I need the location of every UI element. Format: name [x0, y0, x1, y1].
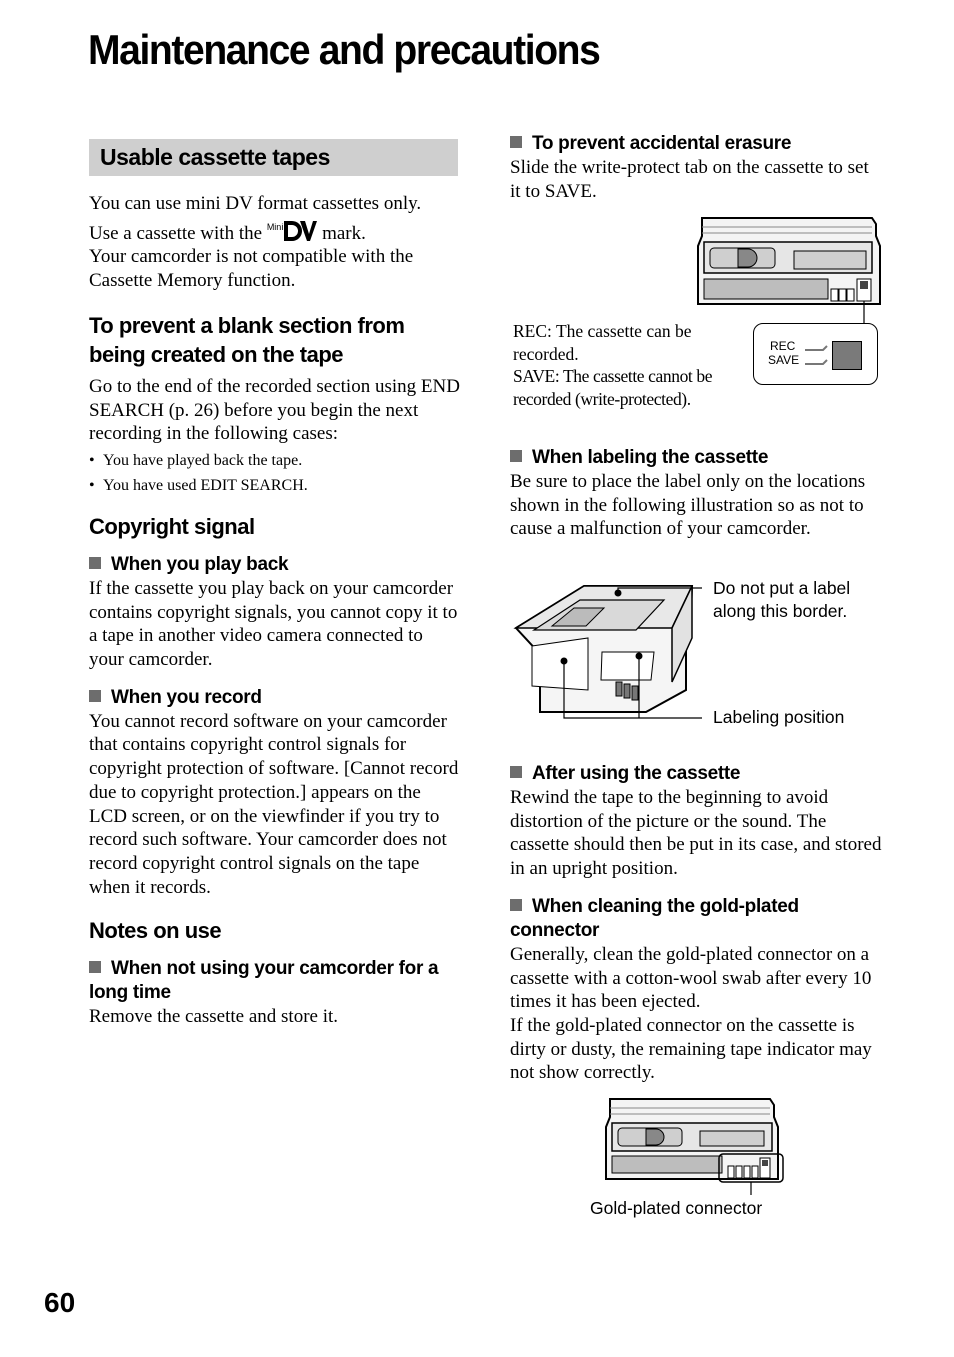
cassette-connector-illustration — [602, 1096, 788, 1196]
erasure-body: Slide the write-protect tab on the cassette to set it to SAVE. — [510, 157, 869, 202]
cleaning-body-2: If the gold-plated connector on the cassette is dirty or dusty, the remaining tape indicator may not show correctly. — [510, 1014, 872, 1084]
subheading-play-back-label: When you play back — [111, 553, 289, 575]
square-bullet-icon — [89, 557, 101, 569]
square-bullet-icon — [510, 450, 522, 462]
after-cleaning-section — [510, 762, 882, 1085]
intro-line-2-post: mark. — [322, 222, 366, 244]
label-border-note: Do not put a label along this border. — [713, 578, 851, 621]
labeling-body: Be sure to place the label only on the locations shown in the following illustration so as not to cause a malfunction of your camcorder. — [510, 471, 866, 540]
labeling-position-label: Labeling position — [713, 707, 845, 727]
cassette-write-protect-illustration — [694, 215, 884, 325]
subheading-record-label: When you record — [111, 686, 262, 708]
list-item: • You have played back the tape. — [89, 448, 461, 473]
page-number: 60 — [44, 1287, 76, 1318]
gold-connector-label: Gold-plated connector — [590, 1198, 763, 1218]
mini-text: Mini — [266, 221, 284, 232]
intro-line-1: You can use mini DV format cassettes only. — [89, 193, 422, 214]
cleaning-body-1: Generally, clean the gold-plated connector on a cassette with a cotton-wool swab after every 10 times it has been ejected. — [510, 943, 872, 1013]
subheading-labeling — [510, 446, 882, 470]
subheading-after-using — [510, 762, 882, 786]
subheading-erasure — [510, 132, 882, 156]
intro-line-2 — [89, 216, 461, 246]
intro-line-2-pre: Use a cassette with the — [89, 222, 263, 244]
record-body: You cannot record software on your camcorder that contains copyright control signals for copyright protection of software. [Cannot record due to copyright protection.] appears on the LCD screen, or on the viewfinder if you try to record such software. Your camcorder does not record copyright control signals on the tape when it records. — [89, 710, 459, 898]
subheading-not-using-label: When not using your camcorder for a long time — [89, 958, 439, 1004]
right-column — [510, 132, 882, 203]
subheading-not-using — [89, 957, 461, 1005]
square-bullet-icon — [510, 899, 522, 911]
intro-paragraph — [89, 192, 461, 293]
subheading-after-using-label: After using the cassette — [532, 763, 741, 784]
heading-notes-on-use: Notes on use — [89, 918, 222, 944]
rec-description: REC: The cassette can be recorded. — [513, 321, 692, 364]
after-using-body: Rewind the tape to the beginning to avoid distortion of the picture or the sound. The cassette should then be put in its case, and stored in an upright position. — [510, 787, 882, 880]
heading-blank-section: To prevent a blank section from being created on the tape — [89, 312, 405, 367]
arrow-icon — [803, 344, 831, 368]
section-heading-usable-tapes: Usable cassette tapes — [89, 139, 458, 176]
blank-section-body: Go to the end of the recorded section using END SEARCH (p. 26) before you begin the next recording in the following cases: — [89, 375, 460, 445]
write-protect-tab-detail — [753, 323, 878, 385]
subheading-cleaning — [510, 895, 882, 943]
save-description: SAVE: The cassette cannot be recorded (write-protected). — [513, 366, 713, 409]
list-item: • You have used EDIT SEARCH. — [89, 473, 461, 498]
square-bullet-icon — [510, 136, 522, 148]
play-back-body: If the cassette you play back on your camcorder contains copyright signals, you cannot copy it to a tape in another video camera connected to your camcorder. — [89, 577, 458, 671]
cassette-labeling-illustration — [512, 580, 712, 725]
intro-line-3: Your camcorder is not compatible with the Cassette Memory function. — [89, 246, 414, 292]
square-bullet-icon — [89, 961, 101, 973]
square-bullet-icon — [510, 766, 522, 778]
subheading-record — [89, 686, 461, 710]
subheading-play-back — [89, 553, 461, 577]
subheading-labeling-label: When labeling the cassette — [532, 447, 769, 468]
tab-rec-label: REC — [770, 339, 796, 353]
not-using-body: Remove the cassette and store it. — [89, 1006, 339, 1028]
write-protect-tab-icon — [832, 341, 862, 370]
page-title: Maintenance and precautions — [88, 26, 600, 73]
labeling-section — [510, 446, 882, 541]
subheading-cleaning-label: When cleaning the gold-plated connector — [510, 895, 799, 941]
mini-dv-logo-icon — [283, 220, 317, 242]
heading-copyright-signal: Copyright signal — [89, 513, 255, 539]
left-column — [89, 139, 461, 1029]
subheading-erasure-label: To prevent accidental erasure — [532, 133, 792, 154]
square-bullet-icon — [89, 690, 101, 702]
tab-save-label: SAVE — [768, 353, 800, 367]
blank-section-list — [89, 448, 461, 498]
